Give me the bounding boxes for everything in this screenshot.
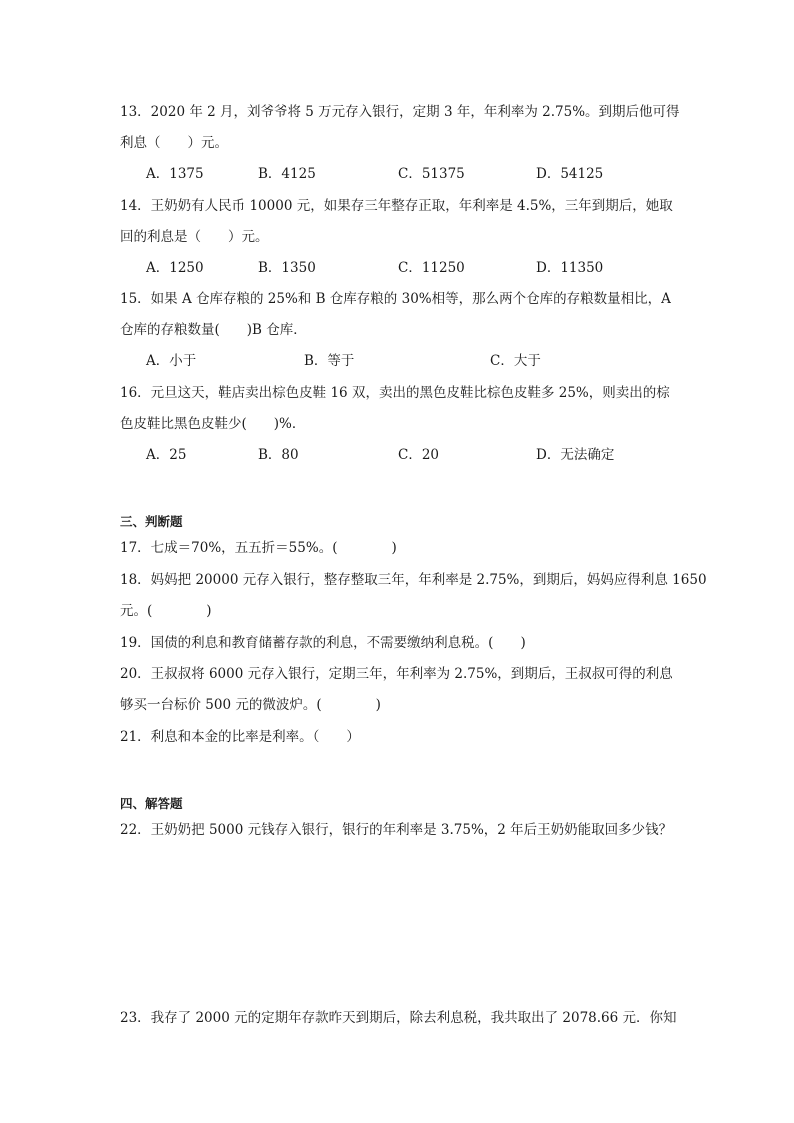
question-16-option-b: B．80 xyxy=(258,447,299,463)
problem-23: 23．我存了 2000 元的定期年存款昨天到期后，除去利息税，我共取出了 2078.66 元．你知 xyxy=(120,1010,677,1026)
question-16-line-1: 16．元旦这天，鞋店卖出棕色皮鞋 16 双，卖出的黑色皮鞋比棕色皮鞋多 25%，则卖出的棕 xyxy=(120,385,670,401)
section-4-heading: 四、解答题 xyxy=(120,796,183,811)
question-13-option-c: C．51375 xyxy=(398,166,465,182)
judgement-item: 18．妈妈把 20000 元存入银行，整存整取三年，年利率是 2.75%，到期后，妈妈应得利息 1650 xyxy=(120,572,707,588)
question-13-line-2: 利息（ ）元。 xyxy=(120,135,228,151)
judgement-item: 17．七成＝70%，五五折＝55%。( ) xyxy=(120,540,397,556)
question-15-option-b: B．等于 xyxy=(304,353,355,369)
question-15-line-1: 15．如果 A 仓库存粮的 25%和 B 仓库存粮的 30%相等，那么两个仓库的存粮数量相比，A xyxy=(120,291,671,307)
question-16-option-a: A．25 xyxy=(146,447,187,463)
question-13-line-1: 13．2020 年 2 月，刘爷爷将 5 万元存入银行，定期 3 年，年利率为 2.75%。到期后他可得 xyxy=(120,104,680,120)
question-15-option-c: C．大于 xyxy=(490,353,541,369)
question-16-option-c: C．20 xyxy=(398,447,440,463)
question-14-option-d: D．11350 xyxy=(536,260,604,276)
section-3-heading: 三、判断题 xyxy=(120,514,183,529)
question-14-option-a: A．1250 xyxy=(146,260,204,276)
question-15-line-2: 仓库的存粮数量( )B 仓库． xyxy=(120,322,307,338)
judgement-item: 21．利息和本金的比率是利率。（ ） xyxy=(120,729,360,745)
question-14-option-b: B．1350 xyxy=(258,260,316,276)
question-16-line-2: 色皮鞋比黑色皮鞋少( )%． xyxy=(120,416,306,432)
question-15-option-a: A．小于 xyxy=(146,353,197,369)
question-14-line-2: 回的利息是（ ）元。 xyxy=(120,229,269,245)
question-16-option-d: D．无法确定 xyxy=(536,447,615,463)
question-14-option-c: C．11250 xyxy=(398,260,465,276)
judgement-item: 20．王叔叔将 6000 元存入银行，定期三年，年利率为 2.75%，到期后，王叔叔可得的利息 xyxy=(120,666,673,682)
question-13-option-d: D．54125 xyxy=(536,166,604,182)
judgement-item-continuation: 够买一台标价 500 元的微波炉。( ) xyxy=(120,697,381,713)
judgement-item: 19．国债的利息和教育储蓄存款的利息，不需要缴纳利息税。( ) xyxy=(120,635,526,651)
question-13-option-b: B．4125 xyxy=(258,166,316,182)
judgement-item-continuation: 元。( ) xyxy=(120,603,212,619)
question-13-option-a: A．1375 xyxy=(146,166,204,182)
problem-22: 22．王奶奶把 5000 元钱存入银行，银行的年利率是 3.75%，2 年后王奶奶能取回多少钱？ xyxy=(120,822,673,838)
question-14-line-1: 14．王奶奶有人民币 10000 元，如果存三年整存正取，年利率是 4.5%，三年到期后，她取 xyxy=(120,198,673,214)
